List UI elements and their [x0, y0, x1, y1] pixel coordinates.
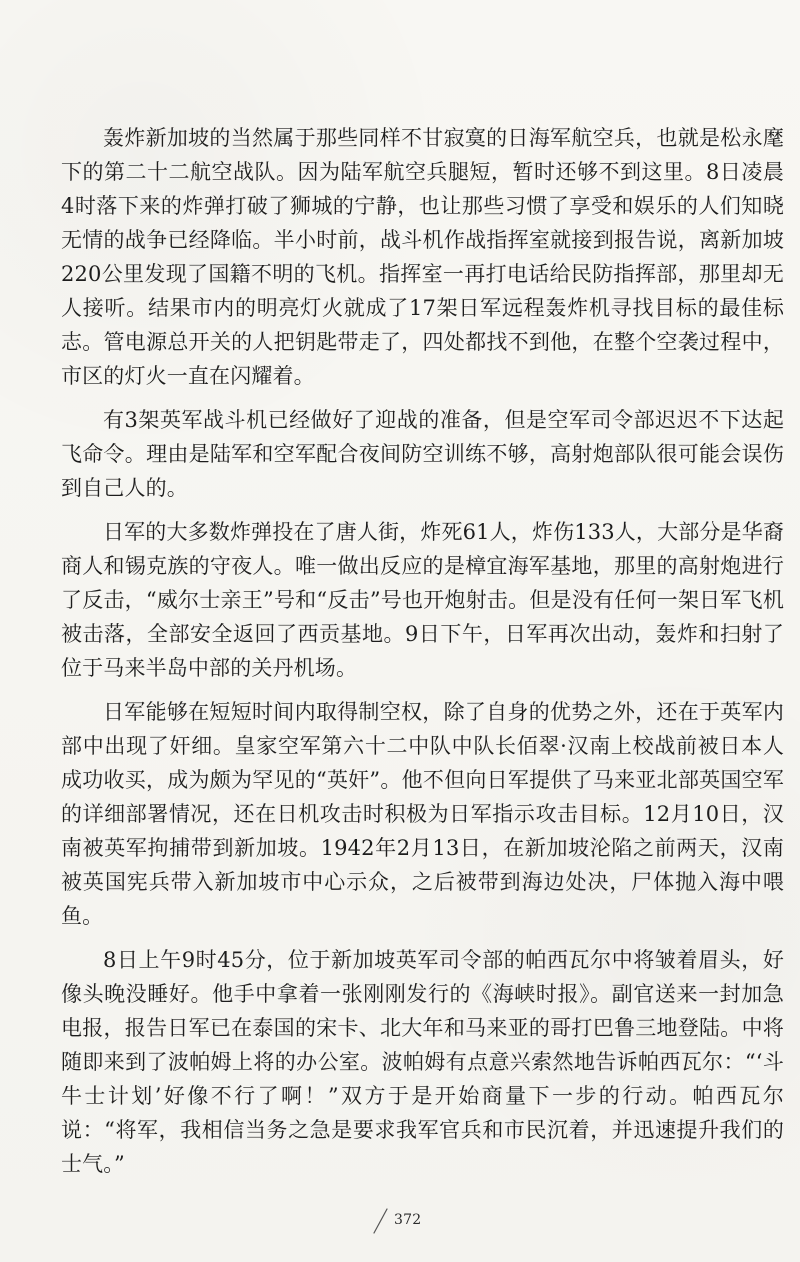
body-text [61, 121, 784, 1181]
paragraph-3: 日军的大多数炸弹投在了唐人街，炸死61人，炸伤133人，大部分是华裔商人和锡克族的守夜人。唯一做出反应的是樟宜海军基地，那里的高射炮进行了反击，“威尔士亲王”号和“反击”号也开炮射击。但是没有任何一架日军飞机被击落，全部安全返回了西贡基地。9日下午，日军再次出动，轰炸和扫射了位于马来半岛中部的关丹机场。 [61, 520, 784, 680]
paragraph-1: 轰炸新加坡的当然属于那些同样不甘寂寞的日海军航空兵，也就是松永麾下的第二十二航空战队。因为陆军航空兵腿短，暂时还够不到这里。8日凌晨4时落下来的炸弹打破了狮城的宁静，也让那些习惯了享受和娱乐的人们知晓无情的战争已经降临。半小时前，战斗机作战指挥室就接到报告说，离新加坡220公里发现了国籍不明的飞机。指挥室一再打电话给民防指挥部，那里却无人接听。结果市内的明亮灯火就成了17架日军远程轰炸机寻找目标的最佳标志。管电源总开关的人把钥匙带走了，四处都找不到他，在整个空袭过程中，市区的灯火一直在闪耀着。 [61, 126, 784, 388]
page-number-slash-icon [372, 1206, 390, 1236]
paragraph-5: 8日上午9时45分，位于新加坡英军司令部的帕西瓦尔中将皱着眉头，好像头晚没睡好。他手中拿着一张刚刚发行的《海峡时报》。副官送来一封加急电报，报告日军已在泰国的宋卡、北大年和马来亚的哥打巴鲁三地登陆。中将随即来到了波帕姆上将的办公室。波帕姆有点意兴索然地告诉帕西瓦尔：“‘斗牛士计划’好像不行了啊！”双方于是开始商量下一步的行动。帕西瓦尔说：“将军，我相信当务之急是要求我军官兵和市民沉着，并迅速提升我们的士气。” [61, 948, 784, 1176]
paragraph-4: 日军能够在短短时间内取得制空权，除了自身的优势之外，还在于英军内部中出现了奸细。皇家空军第六十二中队中队长佰翠·汉南上校战前被日本人成功收买，成为颇为罕见的“英奸”。他不但向日军提供了马来亚北部英国空军的详细部署情况，还在日机攻击时积极为日军指示攻击目标。12月10日，汉南被英军拘捕带到新加坡。1942年2月13日，在新加坡沦陷之前两天，汉南被英国宪兵带入新加坡市中心示众，之后被带到海边处决，尸体抛入海中喂鱼。 [61, 700, 784, 928]
paragraph-2: 有3架英军战斗机已经做好了迎战的准备，但是空军司令部迟迟不下达起飞命令。理由是陆军和空军配合夜间防空训练不够，高射炮部队很可能会误伤到自己人的。 [61, 408, 784, 500]
page-footer [368, 1211, 430, 1235]
page-number: 372 [394, 1212, 422, 1228]
